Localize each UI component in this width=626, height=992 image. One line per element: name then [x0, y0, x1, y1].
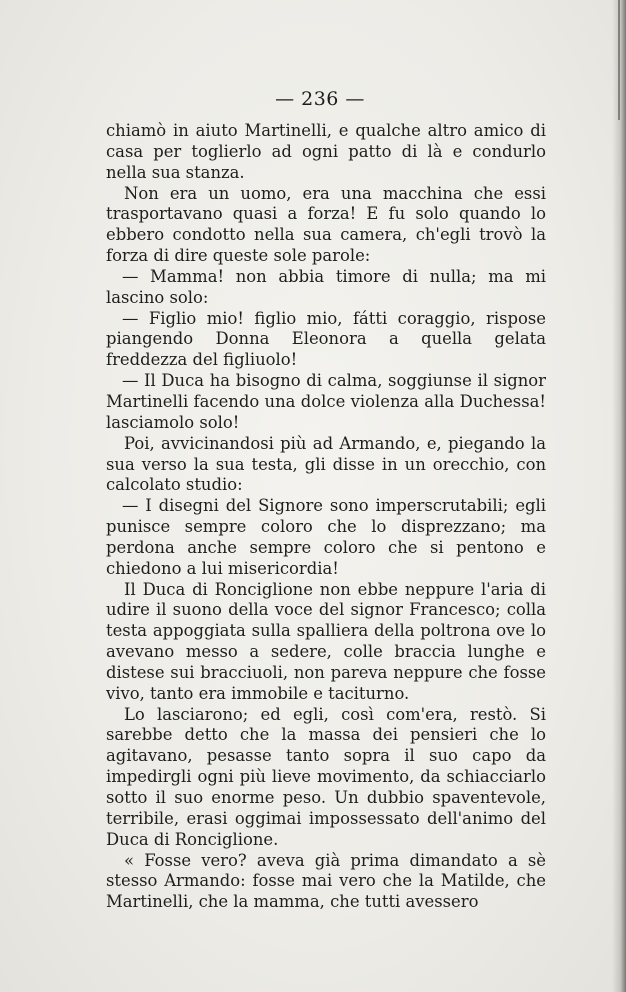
paragraph-2: Non era un uomo, era una macchina che essi trasportavano quasi a forza! E fu solo quando lo ebbero condotto nella sua camera, ch'egli trovò la forza di dire queste sole parole:	[106, 183, 546, 266]
paragraph-1: chiamò in aiuto Martinelli, e qualche altro amico di casa per toglierlo ad ogni patto di là e condurlo nella sua stanza.	[106, 121, 546, 182]
paragraph-3: — Mamma! non abbia timore di nulla; ma mi lascino solo:	[106, 266, 546, 307]
paragraph-5: — Il Duca ha bisogno di calma, soggiunse il signor Martinelli facendo una dolce violenza alla Duchessa! lasciamolo solo!	[106, 371, 546, 432]
paragraph-8: Il Duca di Ronciglione non ebbe neppure l'aria di udire il suono della voce del signor Francesco; colla testa appoggiata sulla spalliera della poltrona ove lo avevano messo a sedere, colle braccia lunghe e distese sui bracciuoli, non pareva neppure che fosse vivo, tanto era immobile e taciturno.	[106, 579, 546, 703]
paragraph-6: Poi, avvicinandosi più ad Armando, e, piegando la sua verso la sua testa, gli disse in un orecchio, con calcolato studio:	[106, 433, 546, 495]
page-edge-shadow	[612, 0, 626, 992]
body-text	[106, 121, 546, 913]
paragraph-4: — Figlio mio! figlio mio, fátti coraggio, rispose piangendo Donna Eleonora a quella gelata freddezza del figliuolo!	[106, 308, 546, 370]
paragraph-10: « Fosse vero? aveva già prima dimandato a sè stesso Armando: fosse mai vero che la Matilde, che Martinelli, che la mamma, che tutti avessero	[106, 850, 546, 912]
page-number: — 236 —	[275, 88, 365, 110]
paragraph-9: Lo lasciarono; ed egli, così com'era, restò. Si sarebbe detto che la massa dei pensieri che lo agitavano, pesasse tanto sopra il suo capo da impedirgli ogni più lieve movimento, da schiacciarlo sotto il suo enorme peso. Un dubbio spaventevole, terribile, erasi oggimai impossessato dell'animo del Duca di Ronciglione.	[106, 704, 546, 849]
paragraph-7: — I disegni del Signore sono imperscrutabili; egli punisce sempre coloro che lo disprezzano; ma perdona anche sempre coloro che si pentono e chiedono a lui misericordia!	[106, 496, 546, 578]
